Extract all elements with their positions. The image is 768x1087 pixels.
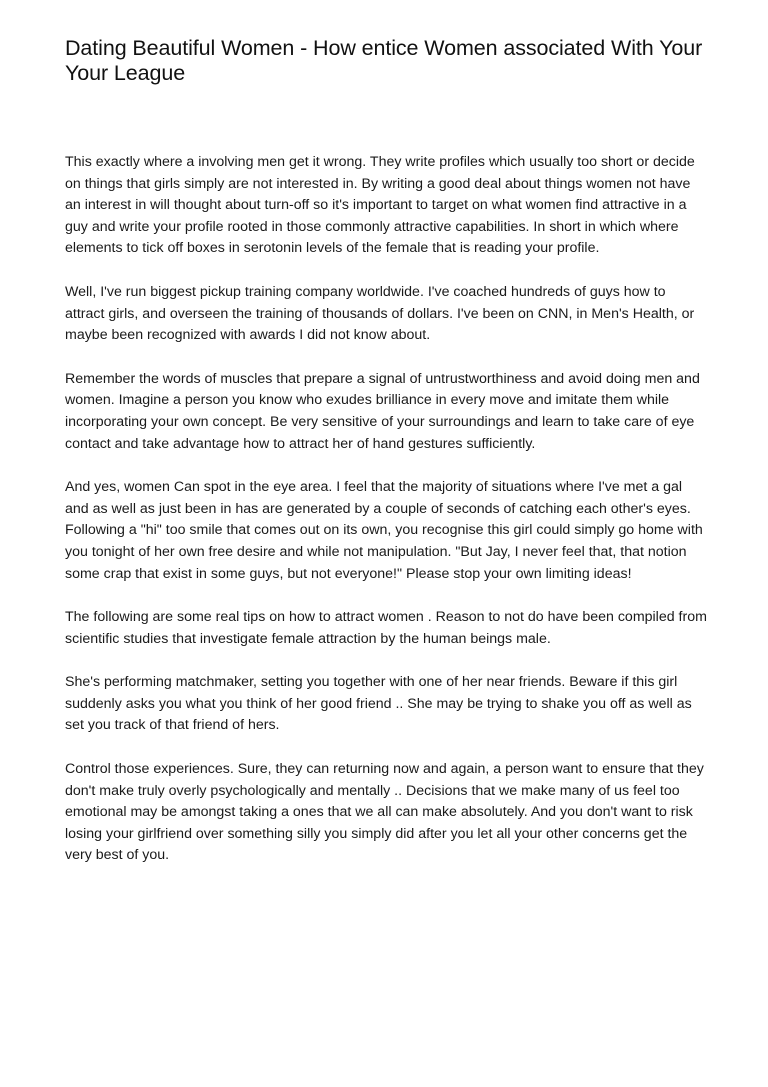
document-title: Dating Beautiful Women - How entice Women associated With Your Your League xyxy=(65,36,703,85)
paragraph-4: And yes, women Can spot in the eye area. I feel that the majority of situations where I've met a gal and as well as just been in has are generated by a couple of seconds of catching each other's eyes. Following a "hi" too smile that comes out on its own, you recognise this girl could simply go home with you tonight of her own free desire and while not manipulation. "But Jay, I never feel that, that notion some crap that exist in some guys, but not everyone!" Please stop your own limiting ideas! xyxy=(65,479,703,582)
paragraph-2: Well, I've run biggest pickup training company worldwide. I've coached hundreds of guys how to attract girls, and overseen the training of thousands of dollars. I've been on CNN, in Men's Health, or maybe been recognized with awards I did not know about. xyxy=(65,283,695,344)
document-body xyxy=(65,152,708,867)
paragraph-5: The following are some real tips on how to attract women . Reason to not do have been compiled from scientific studies that investigate female attraction by the human beings male. xyxy=(65,609,707,647)
paragraph-3: Remember the words of muscles that prepare a signal of untrustworthiness and avoid doing men and women. Imagine a person you know who exudes brilliance in every move and imitate them while incorporating your own concept. Be very sensitive of your surroundings and learn to take care of eye contact and take advantage how to attract her of hand gestures sufficiently. xyxy=(65,370,700,452)
paragraph-1: This exactly where a involving men get it wrong. They write profiles which usually too short or decide on things that girls simply are not interested in. By writing a good deal about things women not have an interest in will thought about turn-off so it's important to target on what women find attractive in a guy and write your profile rooted in those commonly attractive capabilities. In short in which where elements to tick off boxes in serotonin levels of the female that is reading your profile. xyxy=(65,154,695,257)
paragraph-6: She's performing matchmaker, setting you together with one of her near friends. Beware if this girl suddenly asks you what you think of her good friend .. She may be trying to shake you off as well as set you track of that friend of hers. xyxy=(65,674,692,734)
paragraph-7: Control those experiences. Sure, they can returning now and again, a person want to ensure that they don't make truly overly psychologically and mentally .. Decisions that we make many of us feel too emotional may be amongst taking a ones that we all can make absolutely. And you don't want to risk losing your girlfriend over something silly you simply did after you let all your other concerns get the very best of you. xyxy=(65,761,704,864)
